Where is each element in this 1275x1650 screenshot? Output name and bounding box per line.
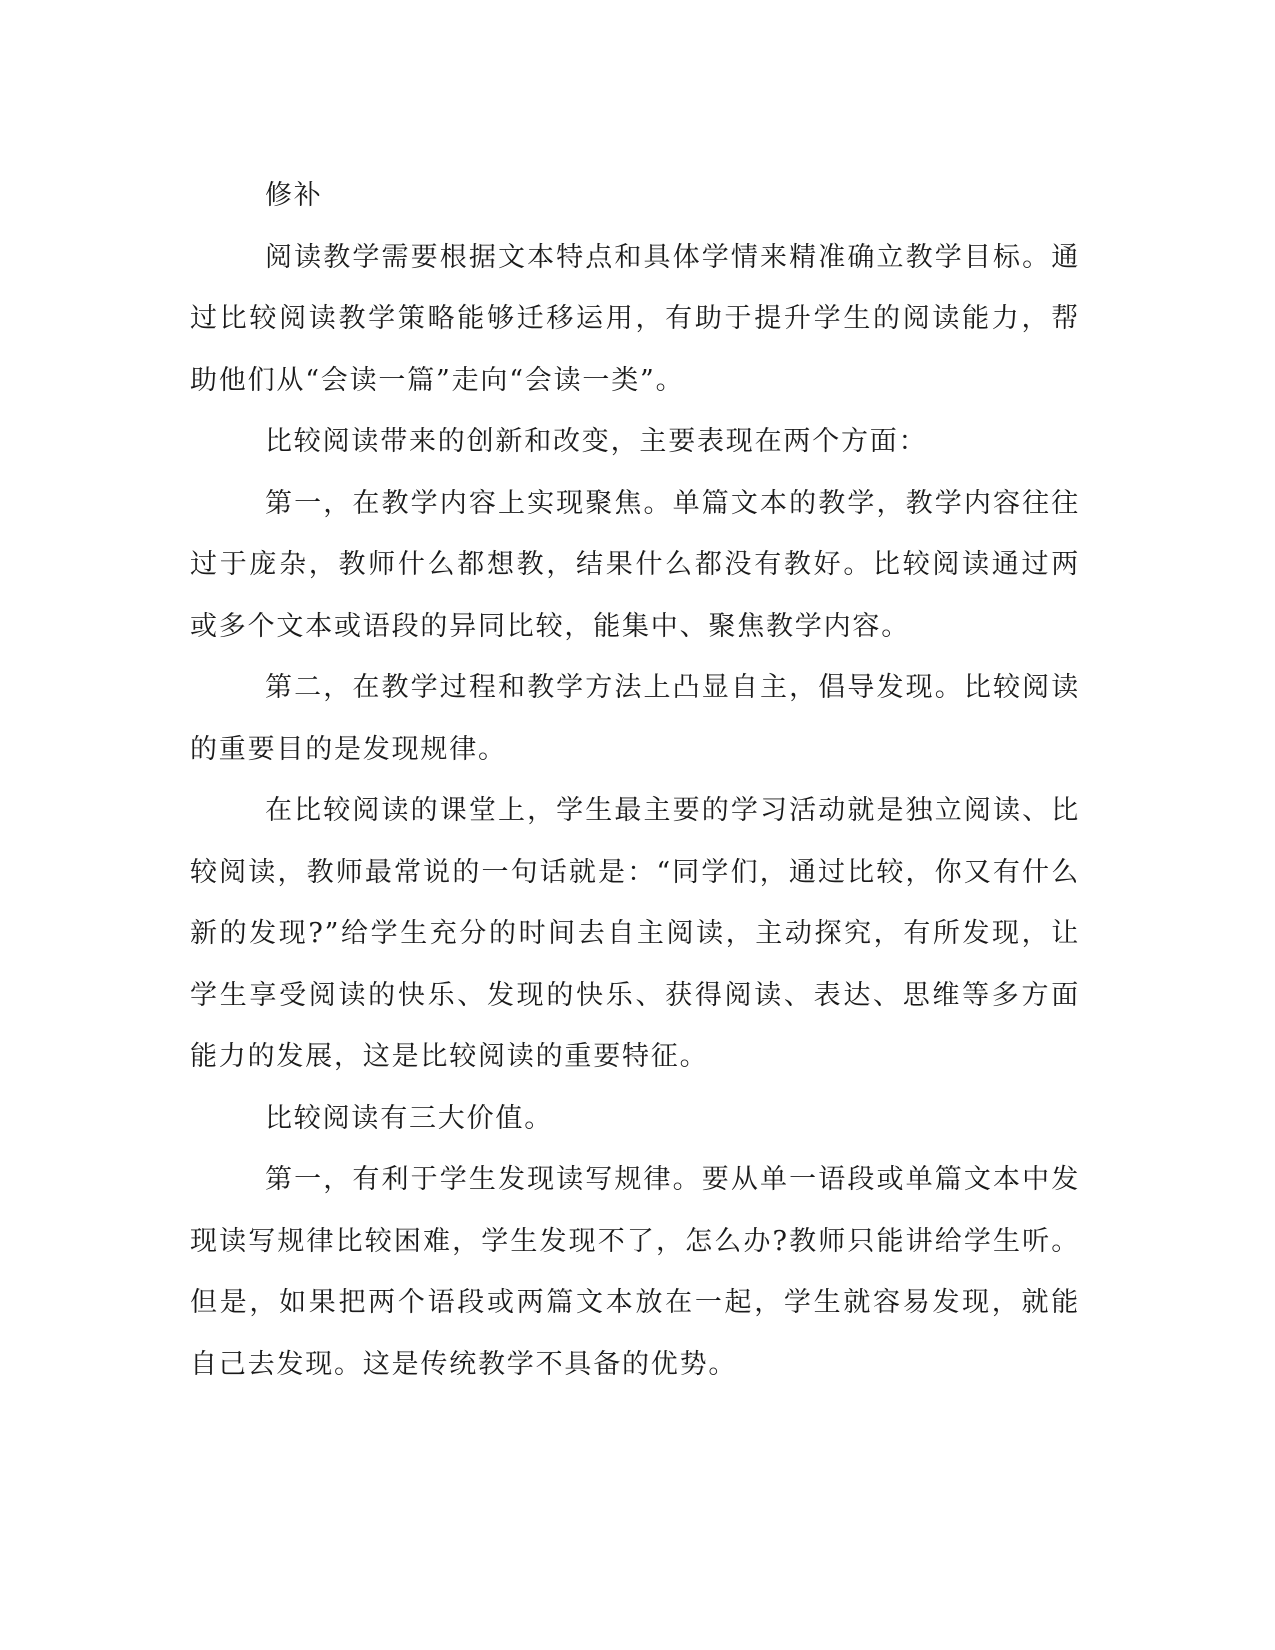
paragraph-intro: 阅读教学需要根据文本特点和具体学情来精准确立教学目标。通过比较阅读教学策略能够迁移运用，有助于提升学生的阅读能力，帮助他们从“会读一篇”走向“会读一类”。 (190, 241, 1080, 396)
paragraph-changes-intro: 比较阅读带来的创新和改变，主要表现在两个方面： (265, 426, 928, 457)
paragraph-value-one: 第一，有利于学生发现读写规律。要从单一语段或单篇文本中发现读写规律比较困难，学生发现不了，怎么办?教师只能讲给学生听。但是，如果把两个语段或两篇文本放在一起，学生就容易发现，就能自己去发现。这是传统教学不具备的优势。 (190, 1164, 1080, 1380)
paragraph-classroom: 在比较阅读的课堂上，学生最主要的学习活动就是独立阅读、比较阅读，教师最常说的一句话就是：“同学们，通过比较，你又有什么新的发现?”给学生充分的时间去自主阅读，主动探究，有所发现，让学生享受阅读的快乐、发现的快乐、获得阅读、表达、思维等多方面能力的发展，这是比较阅读的重要特征。 (190, 795, 1080, 1072)
paragraph-values-intro: 比较阅读有三大价值。 (265, 1102, 553, 1134)
document-body (190, 165, 1080, 1395)
paragraph-change-one: 第一，在教学内容上实现聚焦。单篇文本的教学，教学内容往往过于庞杂，教师什么都想教，结果什么都没有教好。比较阅读通过两或多个文本或语段的异同比较，能集中、聚焦教学内容。 (190, 487, 1080, 642)
paragraph-heading: 修补 (265, 180, 323, 211)
paragraph-change-two: 第二，在教学过程和教学方法上凸显自主，倡导发现。比较阅读的重要目的是发现规律。 (190, 672, 1080, 765)
